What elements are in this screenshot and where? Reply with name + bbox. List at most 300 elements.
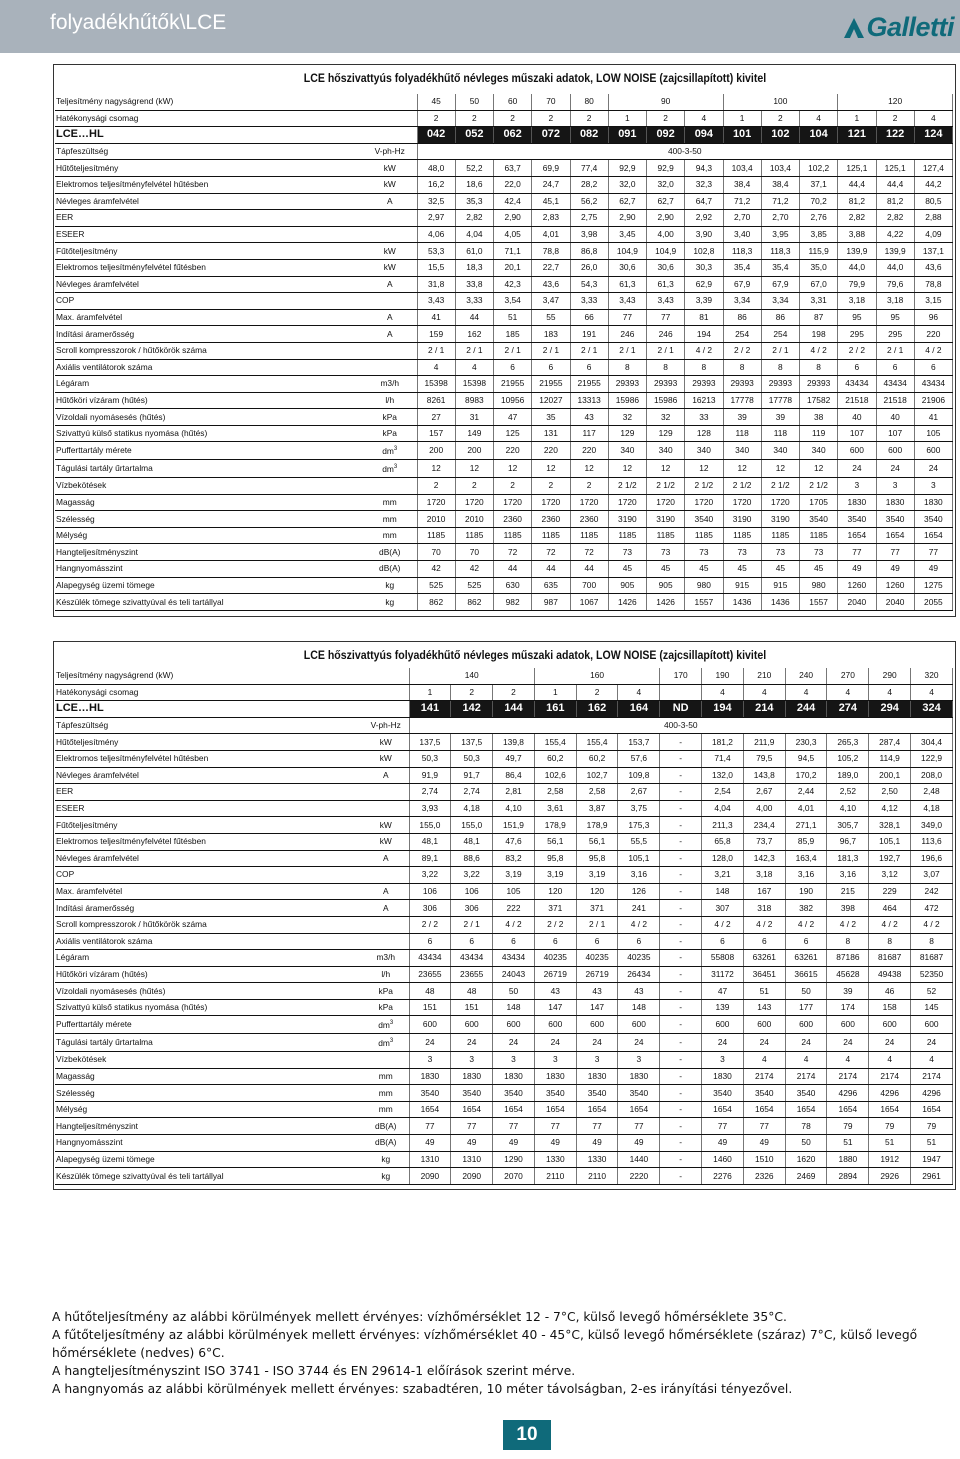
galletti-mark-icon: [844, 16, 864, 38]
cell: 2,50: [869, 784, 911, 801]
cell: 52350: [911, 966, 953, 983]
model-cell: 052: [455, 127, 493, 144]
cell: 48: [409, 983, 451, 1000]
unit-cell: mm: [363, 1085, 409, 1102]
cell: 2,82: [876, 210, 914, 227]
cell: 2 / 2: [409, 916, 451, 933]
table-row: [55, 243, 953, 260]
size-cell: 60: [494, 94, 532, 110]
cell: 3,43: [417, 293, 455, 310]
table-row: [55, 176, 953, 193]
cell: 29393: [723, 376, 761, 393]
cell: 3190: [761, 511, 799, 528]
cell: 3: [451, 1052, 493, 1069]
table-row: [55, 326, 953, 343]
cell: 4 / 2: [785, 916, 827, 933]
cell: 200: [417, 442, 455, 460]
cell: 12: [608, 460, 646, 478]
cell: 105,1: [618, 850, 660, 867]
cell: -: [660, 950, 702, 967]
cell: -: [660, 1118, 702, 1135]
row-label: Névleges áramfelvétel: [55, 193, 363, 210]
table-row: [55, 767, 953, 784]
cell: 72: [494, 544, 532, 561]
cell: 3,16: [785, 867, 827, 884]
cell: 3,16: [618, 867, 660, 884]
cell: 630: [494, 577, 532, 594]
cell: 1: [723, 110, 761, 127]
cell: 600: [869, 1016, 911, 1034]
cell: 178,9: [576, 817, 618, 834]
cell: 12027: [532, 392, 570, 409]
model-cell: 194: [702, 701, 744, 718]
cell: 1654: [409, 1101, 451, 1118]
cell: 151,9: [493, 817, 535, 834]
cell: 2 1/2: [647, 478, 685, 495]
cell: 51: [494, 309, 532, 326]
cell: 8: [869, 933, 911, 950]
cell: 600: [618, 1016, 660, 1034]
cell: 2,70: [723, 210, 761, 227]
cell: 3540: [702, 1085, 744, 1102]
cell: 3,85: [800, 226, 838, 243]
unit-cell: kW: [363, 817, 409, 834]
table-row: [55, 594, 953, 611]
unit-cell: [363, 359, 417, 376]
cell: 4 / 2: [800, 342, 838, 359]
cell: 61,3: [608, 276, 646, 293]
cell: 6: [576, 933, 618, 950]
cell: -: [660, 1052, 702, 1069]
cell: 177: [785, 999, 827, 1016]
row-label: Pufferttartály mérete: [55, 1016, 363, 1034]
cell: 3: [493, 1052, 535, 1069]
cell: 905: [647, 577, 685, 594]
cell: 2040: [876, 594, 914, 611]
unit-cell: [363, 668, 409, 684]
cell: 77: [409, 1118, 451, 1135]
cell: 4: [869, 1052, 911, 1069]
cell: 8: [723, 359, 761, 376]
cell: -: [660, 850, 702, 867]
cell: 196,6: [911, 850, 953, 867]
cell: 128,0: [702, 850, 744, 867]
cell: 862: [455, 594, 493, 611]
cell: 50: [785, 983, 827, 1000]
cell: 102,2: [800, 160, 838, 177]
row-label: Teljesítmény nagyságrend (kW): [55, 94, 363, 110]
model-cell: 162: [576, 701, 618, 718]
size-cell: 270: [827, 668, 869, 684]
cell: 2,74: [451, 784, 493, 801]
table-row: [55, 309, 953, 326]
cell: 67,9: [761, 276, 799, 293]
cell: 72: [570, 544, 608, 561]
model-cell: 094: [685, 127, 723, 144]
cell: 2 / 1: [876, 342, 914, 359]
cell: 73: [800, 544, 838, 561]
model-cell: 062: [494, 127, 532, 144]
row-label: EER: [55, 210, 363, 227]
cell: 185: [494, 326, 532, 343]
cell: 143,8: [743, 767, 785, 784]
cell: 1830: [702, 1068, 744, 1085]
cell: 43434: [493, 950, 535, 967]
cell: 175,3: [618, 817, 660, 834]
cell: 48,1: [409, 833, 451, 850]
cell: 62,7: [647, 193, 685, 210]
cell: 174: [827, 999, 869, 1016]
cell: 306: [451, 900, 493, 917]
cell: 145: [911, 999, 953, 1016]
cell: 2174: [869, 1068, 911, 1085]
cell: 1260: [838, 577, 876, 594]
row-label: Max. áramfelvétel: [55, 309, 363, 326]
footnote: A hangteljesítményszint ISO 3741 - ISO 3744 és EN 29614-1 előírások szerint mérve.: [52, 1364, 576, 1378]
table-row: [55, 983, 953, 1000]
cell: 24: [827, 1034, 869, 1052]
cell: 105: [493, 883, 535, 900]
cell: 17582: [800, 392, 838, 409]
table-row: [55, 544, 953, 561]
unit-cell: [363, 1052, 409, 1069]
cell: 95: [838, 309, 876, 326]
cell: 43434: [838, 376, 876, 393]
cell: 3,45: [608, 226, 646, 243]
row-label: Hangteljesítményszint: [55, 1118, 363, 1135]
table-row: [55, 511, 953, 528]
cell: 40: [876, 409, 914, 426]
size-row: [55, 94, 953, 110]
cell: 42,3: [494, 276, 532, 293]
cell: 56,1: [576, 833, 618, 850]
cell: 45: [761, 561, 799, 578]
brand-logo: [844, 10, 954, 44]
cell: 980: [685, 577, 723, 594]
row-label: Elektromos teljesítményfelvétel hűtésben: [55, 750, 363, 767]
cell: 700: [570, 577, 608, 594]
cell: 42: [455, 561, 493, 578]
model-cell: 142: [451, 701, 493, 718]
cell: 43: [618, 983, 660, 1000]
cell: 3,18: [743, 867, 785, 884]
cell: 2,58: [534, 784, 576, 801]
cell: 78,8: [532, 243, 570, 260]
cell: -: [660, 800, 702, 817]
cell: 2,54: [702, 784, 744, 801]
table-row: [55, 817, 953, 834]
cell: 3,34: [761, 293, 799, 310]
cell: 600: [914, 442, 952, 460]
cell: 2174: [785, 1068, 827, 1085]
row-label: Légáram: [55, 950, 363, 967]
cell: 55,5: [618, 833, 660, 850]
cell: 635: [532, 577, 570, 594]
cell: 26,0: [570, 259, 608, 276]
cell: 81,2: [876, 193, 914, 210]
cell: 2276: [702, 1168, 744, 1185]
cell: 246: [647, 326, 685, 343]
table-row: [55, 442, 953, 460]
cell: 24: [451, 1034, 493, 1052]
cell: 117: [570, 425, 608, 442]
cell: 79,9: [838, 276, 876, 293]
cell: 4,01: [785, 800, 827, 817]
cell: 22,7: [532, 259, 570, 276]
model-cell: 141: [409, 701, 451, 718]
cell: 2360: [570, 511, 608, 528]
cell: 2,44: [785, 784, 827, 801]
unit-cell: A: [363, 309, 417, 326]
cell: 131: [532, 425, 570, 442]
row-label: Alapegység üzemi tömege: [55, 577, 363, 594]
cell: 1830: [576, 1068, 618, 1085]
cell: 3: [409, 1052, 451, 1069]
cell: 2,74: [409, 784, 451, 801]
table-row: [55, 259, 953, 276]
cell: 38,4: [761, 176, 799, 193]
cell: 2360: [532, 511, 570, 528]
cell: 1720: [608, 494, 646, 511]
cell: 96: [914, 309, 952, 326]
model-cell: 042: [417, 127, 455, 144]
row-label: Indítási áramerősség: [55, 900, 363, 917]
cell: 120: [534, 883, 576, 900]
row-label: Szélesség: [55, 1085, 363, 1102]
model-cell: 244: [785, 701, 827, 718]
unit-cell: kW: [363, 176, 417, 193]
row-label: Indítási áramerősség: [55, 326, 363, 343]
cell: -: [660, 784, 702, 801]
cell: 4: [455, 359, 493, 376]
row-label: Hangnyomásszint: [55, 561, 363, 578]
cell: 1275: [914, 577, 952, 594]
cell: 3,18: [876, 293, 914, 310]
cell: 55808: [702, 950, 744, 967]
group-row: [55, 110, 953, 127]
cell: 24: [785, 1034, 827, 1052]
cell: 78: [785, 1118, 827, 1135]
cell: 2,81: [493, 784, 535, 801]
cell: 73: [647, 544, 685, 561]
page-number: 10: [503, 1420, 551, 1450]
cell: 12: [417, 460, 455, 478]
cell: 1185: [417, 527, 455, 544]
cell: 24: [869, 1034, 911, 1052]
cell: 80,5: [914, 193, 952, 210]
cell: 4 / 2: [911, 916, 953, 933]
cell: 120: [576, 883, 618, 900]
cell: 24: [838, 460, 876, 478]
cell: 1654: [618, 1101, 660, 1118]
cell: 107: [838, 425, 876, 442]
cell: 6: [534, 933, 576, 950]
cell: 50,3: [409, 750, 451, 767]
cell: 71,4: [702, 750, 744, 767]
cell: 4,18: [451, 800, 493, 817]
cell: 862: [417, 594, 455, 611]
cell: 295: [876, 326, 914, 343]
cell: 2 / 1: [451, 916, 493, 933]
cell: 1: [409, 684, 451, 701]
cell: 4 / 2: [869, 916, 911, 933]
cell: 3,54: [494, 293, 532, 310]
row-label: ESEER: [55, 226, 363, 243]
cell: 6: [914, 359, 952, 376]
cell: 155,4: [534, 734, 576, 751]
cell: 2055: [914, 594, 952, 611]
cell: 6: [451, 933, 493, 950]
cell: 40: [838, 409, 876, 426]
cell: 15,5: [417, 259, 455, 276]
cell: 43434: [914, 376, 952, 393]
cell: 2: [647, 110, 685, 127]
table-row: [55, 226, 953, 243]
cell: 16213: [685, 392, 723, 409]
unit-cell: V-ph-Hz: [363, 717, 409, 734]
cell: 47,6: [493, 833, 535, 850]
size-cell: 240: [785, 668, 827, 684]
cell: 26434: [618, 966, 660, 983]
row-label: Hűtőköri vízáram (hűtés): [55, 392, 363, 409]
cell: 2: [493, 684, 535, 701]
cell: 2 / 1: [532, 342, 570, 359]
cell: 24043: [493, 966, 535, 983]
row-label: Hűtőteljesítmény: [55, 734, 363, 751]
cell: 39: [827, 983, 869, 1000]
cell: 2 / 1: [647, 342, 685, 359]
cell: 44: [570, 561, 608, 578]
cell: 24: [534, 1034, 576, 1052]
cell: 189,0: [827, 767, 869, 784]
cell: 3: [534, 1052, 576, 1069]
cell: 230,3: [785, 734, 827, 751]
cell: 1185: [608, 527, 646, 544]
unit-cell: kW: [363, 243, 417, 260]
cell: 222: [493, 900, 535, 917]
row-label: Készülék tömege szivattyúval és teli tartállyal: [55, 594, 363, 611]
size-row: [55, 668, 953, 684]
size-cell: 140: [409, 668, 534, 684]
cell: 119: [800, 425, 838, 442]
cell: 1720: [455, 494, 493, 511]
cell: -: [660, 867, 702, 884]
cell: 10956: [494, 392, 532, 409]
cell: 24: [914, 460, 952, 478]
cell: 79,5: [743, 750, 785, 767]
cell: 30,6: [608, 259, 646, 276]
cell: 4,09: [914, 226, 952, 243]
unit-cell: V-ph-Hz: [363, 143, 417, 160]
cell: 73: [761, 544, 799, 561]
cell: 1830: [914, 494, 952, 511]
cell: 127,4: [914, 160, 952, 177]
cell: 77: [876, 544, 914, 561]
cell: 1720: [761, 494, 799, 511]
cell: 318: [743, 900, 785, 917]
cell: 1510: [743, 1151, 785, 1168]
table-row: [55, 1034, 953, 1052]
cell: 70: [417, 544, 455, 561]
cell: 6: [409, 933, 451, 950]
cell: 2,82: [838, 210, 876, 227]
cell: 12: [532, 460, 570, 478]
cell: 2 / 2: [838, 342, 876, 359]
unit-cell: [363, 110, 417, 127]
cell: 600: [576, 1016, 618, 1034]
row-label: Hűtőköri vízáram (hűtés): [55, 966, 363, 983]
cell: -: [660, 734, 702, 751]
cell: 1185: [494, 527, 532, 544]
cell: 4 / 2: [618, 916, 660, 933]
cell: 1310: [409, 1151, 451, 1168]
cell: 1426: [647, 594, 685, 611]
cell: 4: [800, 110, 838, 127]
cell: 3,12: [869, 867, 911, 884]
unit-cell: l/h: [363, 392, 417, 409]
cell: 2,83: [532, 210, 570, 227]
cell: 38: [800, 409, 838, 426]
cell: 45: [685, 561, 723, 578]
cell: 63,7: [494, 160, 532, 177]
cell: 4 / 2: [685, 342, 723, 359]
cell: 92,9: [608, 160, 646, 177]
row-label: Scroll kompresszorok / hűtőkörök száma: [55, 916, 363, 933]
cell: 170,2: [785, 767, 827, 784]
size-cell: 320: [911, 668, 953, 684]
cell: -: [660, 1168, 702, 1185]
row-label: LCE…HL: [55, 701, 363, 718]
table-row: [55, 784, 953, 801]
cell: 1720: [417, 494, 455, 511]
cell: 139,9: [838, 243, 876, 260]
cell: 30,6: [647, 259, 685, 276]
row-label: Hatékonysági csomag: [55, 110, 363, 127]
cell: 2894: [827, 1168, 869, 1185]
cell: 15398: [455, 376, 493, 393]
cell: 125,1: [876, 160, 914, 177]
cell: 2926: [869, 1168, 911, 1185]
cell: 26719: [534, 966, 576, 983]
cell: -: [660, 750, 702, 767]
cell: 220: [570, 442, 608, 460]
cell: 183: [532, 326, 570, 343]
cell: 287,4: [869, 734, 911, 751]
cell: 2: [455, 110, 493, 127]
cell: 49: [838, 561, 876, 578]
footnote: hőmérséklete (nedves) 6°C.: [52, 1346, 225, 1360]
cell: 915: [761, 577, 799, 594]
cell: 12: [455, 460, 493, 478]
cell: 33,8: [455, 276, 493, 293]
cell: -: [660, 1068, 702, 1085]
cell: 2,76: [800, 210, 838, 227]
cell: 3540: [800, 511, 838, 528]
cell: 254: [761, 326, 799, 343]
size-cell: 290: [869, 668, 911, 684]
cell: 21955: [494, 376, 532, 393]
cell: 44: [532, 561, 570, 578]
cell: 18,6: [455, 176, 493, 193]
cell: 3,19: [534, 867, 576, 884]
unit-cell: $dm^3$: [363, 1016, 409, 1034]
cell: 39: [723, 409, 761, 426]
cell: 86,8: [570, 243, 608, 260]
row-label: Axiális ventilátorok száma: [55, 359, 363, 376]
cell: 1912: [869, 1151, 911, 1168]
cell: 6: [838, 359, 876, 376]
model-cell: 164: [618, 701, 660, 718]
